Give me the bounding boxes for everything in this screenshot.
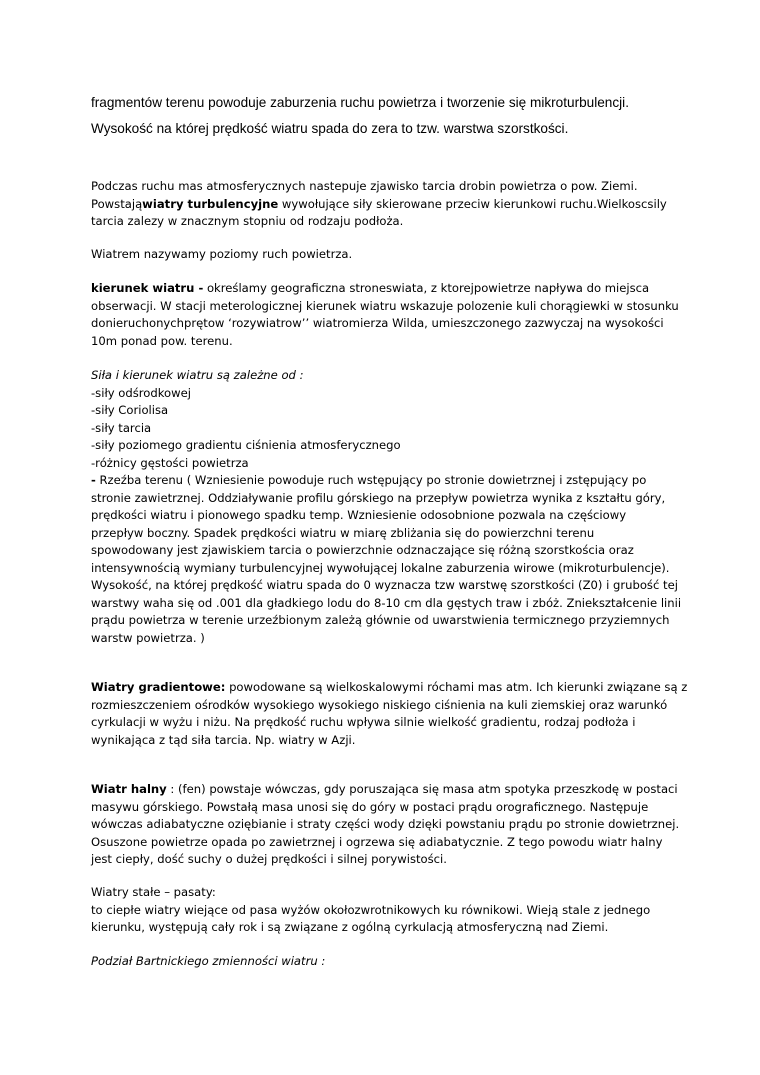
text-line: przepływ boczny. Spadek prędkości wiatru w miarę zbliżania się do powierzchni terenu bbox=[91, 525, 595, 540]
text-fragment: : (fen) powstaje wówczas, gdy poruszająca się masa atm spotyka przeszkodę w postaci bbox=[166, 782, 678, 796]
text-fragment: wywołujące siły skierowane przeciw kierunkowi ruchu.Wielkoscsily bbox=[278, 196, 667, 211]
turbulent-winds-term: wiatry turbulencyjne bbox=[142, 196, 279, 211]
direction-paragraph bbox=[91, 280, 691, 350]
text-line bbox=[91, 953, 691, 971]
factor-item: -siły odśrodkowej bbox=[91, 385, 191, 400]
direction-term: kierunek wiatru - bbox=[91, 281, 204, 295]
factor-item: -siły tarcia bbox=[91, 420, 152, 435]
text-line: jest ciepły, dość suchy o dużej prędkości i silnej porywistości. bbox=[91, 852, 447, 866]
text-line bbox=[91, 196, 691, 214]
text-line: obserwacji. W stacji meterologicznej kierunek wiatru wskazuje polozenie kuli chorągiewki w stosunku bbox=[91, 298, 679, 313]
text-line: stronie zawietrznej. Oddziaływanie profilu górskiego na przepływ powietrza wynika z kształtu góry, bbox=[91, 490, 666, 505]
trade-heading: Wiatry stałe – pasaty: bbox=[91, 885, 216, 899]
text-line: prądu powietrza w terenie urzeźbionym zależą głównie od uwarstwienia termicznego przyziemnych bbox=[91, 613, 670, 627]
text-line: masywu górskiego. Powstałą masa unosi się do góry w postaci prądu orograficznego. Następuje bbox=[91, 799, 649, 814]
factor-item: -siły poziomego gradientu ciśnienia atmosferycznego bbox=[91, 438, 401, 452]
text-fragment: określamy geograficzna stroneswiata, z ktorejpowietrze napływa do miejsca bbox=[203, 281, 650, 295]
text-line: Wysokość, na której prędkość wiatru spada do 0 wyznacza tzw warstwę szorstkości (Z0) i grubość tej bbox=[91, 578, 678, 592]
factors-heading bbox=[91, 367, 691, 385]
bartnicki-heading bbox=[91, 953, 691, 971]
text-line: warstwy waha się od .001 dla gładkiego lodu do 8-10 cm dla gęstych traw i zbóż. Zniekształcenie linii bbox=[91, 595, 682, 610]
text-line: spowodowany jest zjawiskiem tarcia o powierzchnie odznaczające się różną szorstkościa oraz bbox=[91, 543, 634, 557]
text-line bbox=[91, 679, 691, 697]
text-line: Podczas ruchu mas atmosferycznych nastepuje zjawisko tarcia drobin powietrza o pow. Ziemi. bbox=[91, 179, 638, 193]
text-line bbox=[91, 280, 691, 298]
text-line: rozmieszczeniem ośrodków wysokiego wysokiego niskiego ciśnienia na kuli ziemskiej oraz warunkó bbox=[91, 697, 668, 712]
text-line: tarcia zalezy w znacznym stopniu od rodzaju podłoża. bbox=[91, 214, 404, 228]
friction-paragraph bbox=[91, 178, 691, 231]
text-line: kierunku, występują cały rok i są związane z ogólną cyrkulacją atmosferyczną nad Ziemi. bbox=[91, 920, 609, 934]
text-fragment: powodowane są wielkoskalowymi róchami mas atm. Ich kierunki związane są z bbox=[225, 680, 688, 694]
text-line: cyrkulacji w wyżu i niżu. Na prędkość ruchu wpływa silnie wielkość gradientu, rodzaj podłoża i bbox=[91, 715, 636, 729]
text-fragment: Siła i kierunek wiatru są zależne od : bbox=[91, 368, 304, 382]
text-line: intensywnością wymiany turbulencyjnej wywołującej lokalne zaburzenia wirowe (mikroturbulencje). bbox=[91, 560, 670, 575]
intro-line: Wysokość na której prędkość wiatru spada do zera to tzw. warstwa szorstkości. bbox=[91, 121, 569, 136]
factor-item: -różnicy gęstości powietrza bbox=[91, 455, 249, 470]
text-line: Osuszone powietrze opada po zawietrznej i ogrzewa się adiabatycznie. Z tego powodu wiatr halny bbox=[91, 834, 663, 849]
text-line: Wiatrem nazywamy poziomy ruch powietrza. bbox=[91, 247, 353, 261]
factor-item: -siły Coriolisa bbox=[91, 403, 169, 417]
factors-section bbox=[91, 367, 691, 647]
text-fragment: Rzeźba terenu ( Wzniesienie powoduje ruch wstępujący po stronie dowietrznej i zstępujący po bbox=[95, 473, 647, 487]
text-line: to ciepłe wiatry wiejące od pasa wyżów okołozwrotnikowych ku równikowi. Wieją stale z jednego bbox=[91, 902, 651, 917]
text-line: wynikająca z tąd siła tarcia. Np. wiatry w Azji. bbox=[91, 732, 356, 747]
intro-line: fragmentów terenu powoduje zaburzenia ruchu powietrza i tworzenie się mikroturbulencji. bbox=[91, 95, 629, 110]
gradient-paragraph bbox=[91, 679, 691, 749]
factor-item bbox=[91, 472, 691, 490]
text-line bbox=[91, 781, 691, 799]
text-line: warstw powietrza. ) bbox=[91, 630, 205, 645]
text-line: donieruchonychprętow ‘rozywiatrow’’ wiatromierza Wilda, umieszczonego zazwyczaj na wysokości bbox=[91, 316, 664, 330]
text-line: wówczas adiabatyczne oziębianie i straty części wody dzięki powstaniu prądu po stronie dowietrznej. bbox=[91, 817, 680, 831]
gradient-term: Wiatry gradientowe: bbox=[91, 680, 226, 694]
text-fragment: Podział Bartnickiego zmienności wiatru : bbox=[91, 954, 326, 968]
foehn-term: Wiatr halny bbox=[91, 782, 167, 796]
wind-definition bbox=[91, 246, 691, 264]
text-line: 10m ponad pow. terenu. bbox=[91, 333, 233, 348]
foehn-paragraph bbox=[91, 781, 691, 869]
text-fragment: - bbox=[91, 473, 96, 487]
text-fragment: Powstają bbox=[91, 196, 143, 211]
text-line: prędkości wiatru i pionowego spadku temp. Wzniesienie odosobnione pozwala na częściowy bbox=[91, 508, 627, 522]
trade-winds-paragraph bbox=[91, 884, 691, 937]
